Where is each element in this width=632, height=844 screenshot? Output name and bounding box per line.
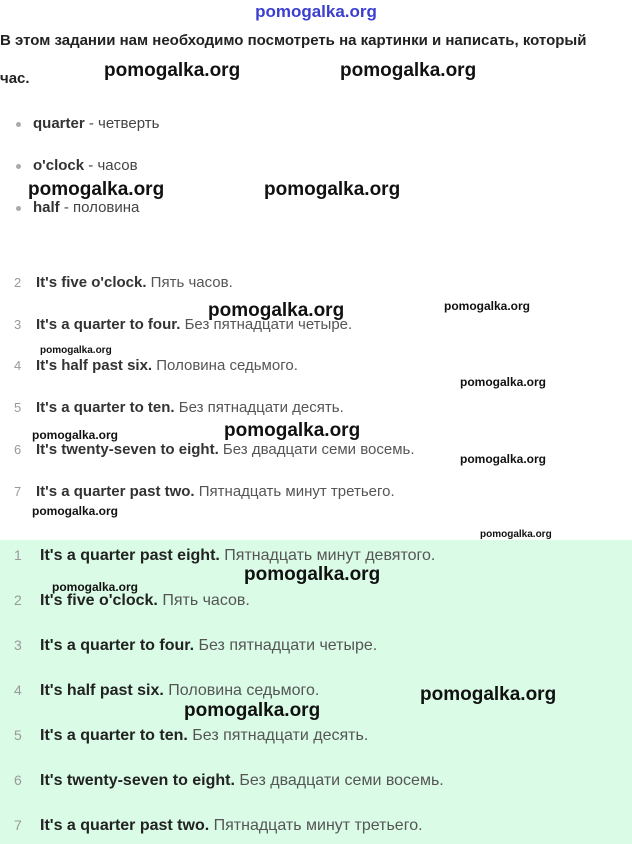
vocab-item-oclock: o'clock - часов: [16, 157, 138, 174]
task-heading: В этом задании нам необходимо посмотреть на картинки и написать, который час.: [0, 32, 587, 87]
answer-row: 5 It's a quarter to ten. Без пятнадцати десять.: [14, 727, 369, 744]
watermark: pomogalka.org: [444, 299, 531, 313]
watermark: pomogalka.org: [28, 179, 165, 200]
bullet-dot-icon: [16, 206, 21, 211]
watermark: pomogalka.org: [32, 504, 119, 518]
watermark: pomogalka.org: [184, 700, 321, 721]
watermark: pomogalka.org: [40, 345, 112, 356]
bullet-dot-icon: [16, 122, 21, 127]
watermark: pomogalka.org: [460, 375, 547, 389]
answer-row: 4 It's half past six. Половина седьмого.: [14, 682, 320, 699]
answer-row: 4 It's half past six. Половина седьмого.: [14, 357, 298, 374]
answer-row: 5 It's a quarter to ten. Без пятнадцати десять.: [14, 399, 344, 416]
watermark: pomogalka.org: [224, 420, 361, 441]
watermark: pomogalka.org: [244, 564, 381, 585]
bullet-dot-icon: [16, 164, 21, 169]
site-title[interactable]: pomogalka.org: [255, 2, 377, 21]
answer-row: 3 It's a quarter to four. Без пятнадцати четыре.: [14, 316, 353, 333]
answer-row: 6 It's twenty-seven to eight. Без двадцати семи восемь.: [14, 772, 444, 789]
vocab-item-quarter: quarter - четверть: [16, 115, 159, 132]
answer-row: 2 It's five o'clock. Пять часов.: [14, 274, 233, 291]
answer-row: 3 It's a quarter to four. Без пятнадцати четыре.: [14, 637, 378, 654]
watermark: pomogalka.org: [340, 60, 477, 81]
answer-row: 7 It's a quarter past two. Пятнадцать минут третьего.: [14, 817, 423, 834]
answer-row: 6 It's twenty-seven to eight. Без двадцати семи восемь.: [14, 441, 415, 458]
watermark: pomogalka.org: [420, 684, 557, 705]
answer-row: 2 It's five o'clock. Пять часов.: [14, 592, 250, 609]
watermark: pomogalka.org: [480, 529, 552, 540]
watermark: pomogalka.org: [264, 179, 401, 200]
watermark: pomogalka.org: [32, 428, 119, 442]
vocab-item-half: half - половина: [16, 199, 139, 216]
watermark: pomogalka.org: [208, 300, 345, 321]
watermark: pomogalka.org: [104, 60, 241, 81]
answer-row: 1 It's a quarter past eight. Пятнадцать минут девятого.: [14, 547, 436, 564]
watermark: pomogalka.org: [52, 580, 139, 594]
watermark: pomogalka.org: [460, 452, 547, 466]
answer-row: 7 It's a quarter past two. Пятнадцать минут третьего.: [14, 483, 395, 500]
